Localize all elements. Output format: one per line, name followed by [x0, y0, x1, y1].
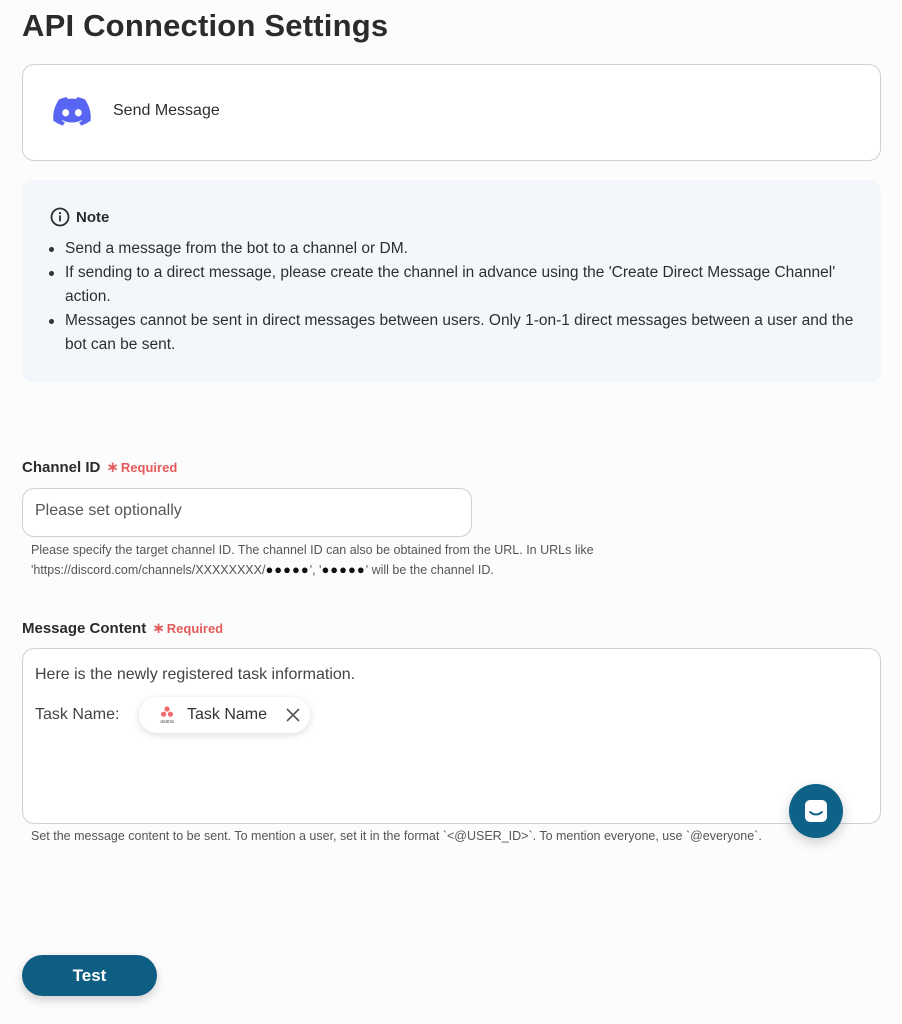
- discord-icon: [53, 97, 91, 126]
- help-separator: ', ': [309, 563, 322, 577]
- chip-label: Task Name: [187, 706, 268, 723]
- channel-id-help-line2: [31, 560, 594, 580]
- required-asterisk: ∗: [152, 620, 165, 637]
- asana-icon: [155, 705, 179, 725]
- page-title: API Connection Settings: [22, 8, 389, 43]
- required-badge: Required: [120, 459, 178, 475]
- note-item: Messages cannot be sent in direct messages between users. Only 1-on-1 direct messages between a user and the bot can be sent.: [65, 309, 865, 357]
- close-icon[interactable]: [285, 707, 301, 723]
- task-name-chip[interactable]: [139, 697, 310, 733]
- channel-id-label: [22, 458, 177, 476]
- masked-id: ●●●●●: [321, 562, 366, 577]
- note-panel: [22, 180, 881, 382]
- required-asterisk: ∗: [106, 459, 119, 476]
- channel-id-placeholder: Please set optionally: [35, 502, 182, 519]
- note-item: If sending to a direct message, please create the channel in advance using the 'Create Direct Message Channel' action.: [65, 261, 865, 309]
- masked-id: ●●●●●: [265, 562, 310, 577]
- channel-id-input[interactable]: [22, 488, 472, 537]
- test-button[interactable]: Test: [22, 955, 157, 996]
- message-line: Here is the newly registered task information.: [35, 666, 356, 683]
- message-content-textarea[interactable]: [22, 648, 881, 824]
- action-card[interactable]: [22, 64, 881, 161]
- chat-support-button[interactable]: [789, 784, 843, 838]
- asana-wordmark: asana: [160, 719, 174, 725]
- note-list: [65, 237, 865, 357]
- note-item: Send a message from the bot to a channel or DM.: [65, 237, 865, 261]
- required-badge: Required: [166, 620, 224, 636]
- message-content-help: Set the message content to be sent. To mention a user, set it in the format `<@USER_ID>`. To mention everyone, use `@everyone`.: [31, 829, 762, 843]
- channel-id-help-line1: Please specify the target channel ID. The channel ID can also be obtained from the URL. In URLs like: [31, 543, 594, 557]
- message-content-label-text: Message Content: [22, 619, 147, 637]
- note-heading: [50, 207, 109, 227]
- action-label: Send Message: [113, 102, 220, 119]
- note-heading-text: Note: [76, 208, 110, 226]
- info-icon: [50, 207, 70, 227]
- channel-id-help: [31, 541, 594, 580]
- help-url-prefix: 'https://discord.com/channels/XXXXXXXX/: [31, 563, 266, 577]
- chat-icon: [803, 798, 829, 824]
- message-content-label: [22, 619, 223, 637]
- task-name-text: Task Name:: [35, 706, 120, 723]
- channel-id-label-text: Channel ID: [22, 458, 101, 476]
- help-suffix: ' will be the channel ID.: [365, 563, 494, 577]
